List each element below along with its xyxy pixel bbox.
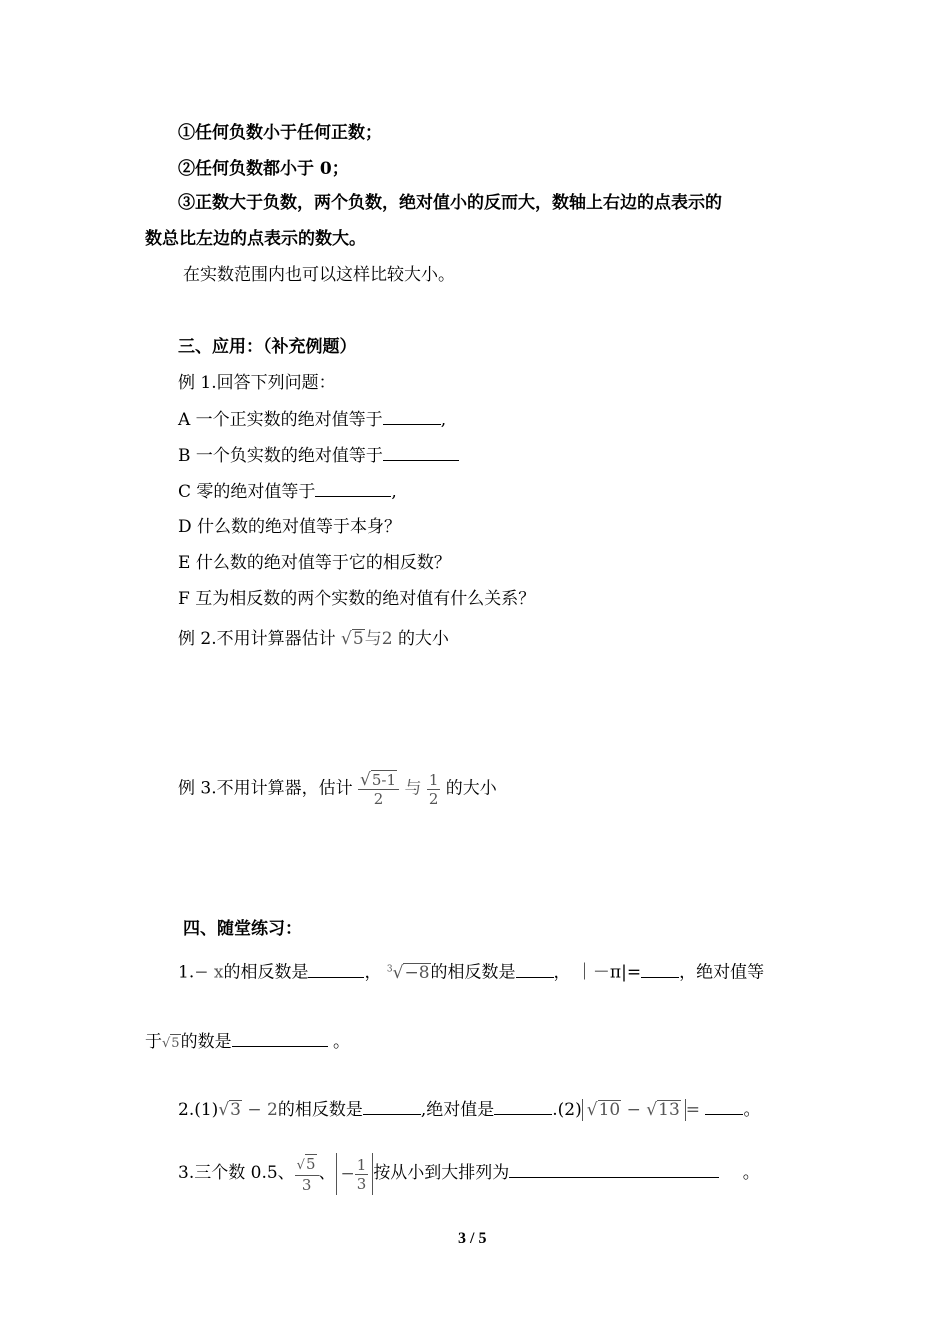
answer-blank[interactable]: [516, 961, 554, 978]
rule-2: ②任何负数都小于 0；: [178, 159, 349, 179]
example-2: 例 2.不用计算器估计 √5与2 的大小: [178, 629, 449, 649]
sqrt5-expression: √5与2: [341, 629, 393, 649]
example-3: 例 3.不用计算器，估计 $\frac{√5-1}{2}$ 与 $\frac{1}{2}$ 的大小: [178, 770, 497, 808]
rule-1: ①任何负数小于任何正数；: [178, 123, 382, 143]
question-a: A 一个正实数的绝对值等于 ,: [178, 410, 447, 430]
practice-2: 2.(1)√3 − 2的相反数是 ,绝对值是 .(2) √10 − √13 = 。: [178, 1100, 761, 1120]
question-d: D 什么数的绝对值等于本身？: [178, 517, 402, 537]
fraction-sqrt5-over-3: $\frac{√5}{3}$: [295, 1154, 319, 1194]
answer-blank[interactable]: [705, 1098, 743, 1115]
answer-blank[interactable]: [383, 408, 441, 425]
neg-x: − x: [194, 962, 224, 983]
rule-3-line2: 数总比左边的点表示的数大。: [145, 229, 366, 249]
example-1: 例 1.回答下列问题：: [178, 373, 336, 393]
answer-blank[interactable]: [509, 1161, 719, 1178]
answer-blank[interactable]: [315, 480, 391, 497]
answer-blank[interactable]: [232, 1030, 328, 1047]
practice-1-line2: 于√5的数是 。: [145, 1032, 350, 1052]
practice-1-line1: 1.− x的相反数是 ， $^3$√−8的相反数是 ， ｜－π|= ，绝对值等: [178, 962, 765, 983]
answer-blank[interactable]: [641, 961, 679, 978]
answer-blank[interactable]: [308, 961, 364, 978]
question-e: E 什么数的绝对值等于它的相反数？: [178, 553, 451, 573]
section4-title: 四、随堂练习：: [183, 919, 302, 939]
answer-blank[interactable]: [494, 1098, 552, 1115]
rule-3-line1: ③正数大于负数，两个负数，绝对值小的反而大，数轴上右边的点表示的: [178, 193, 722, 213]
practice-3: 3.三个数 0.5、 $\frac{√5}{3}$ 、 − $\frac{1}{3}$ 按从小到大排列为 。: [178, 1154, 760, 1194]
section3-title: 三、应用：（补充例题）: [178, 337, 357, 357]
fraction-1-over-2: $\frac{1}{2}$: [428, 770, 439, 808]
abs-neg-one-third: − $\frac{1}{3}$: [336, 1153, 374, 1195]
question-f: F 互为相反数的两个实数的绝对值有什么关系？: [178, 589, 536, 609]
fraction-sqrt5-minus-1-over-2: $\frac{√5-1}{2}$: [358, 770, 399, 808]
question-b: B 一个负实数的绝对值等于: [178, 444, 459, 467]
cube-root-neg8: $^3$√−8: [386, 962, 430, 983]
question-c: C 零的绝对值等于 ,: [178, 482, 397, 502]
answer-blank[interactable]: [383, 444, 459, 461]
abs-expression: √10 − √13: [582, 1099, 686, 1121]
rules-note: 在实数范围内也可以这样比较大小。: [183, 265, 455, 285]
answer-blank[interactable]: [363, 1098, 421, 1115]
page-number: 3 / 5: [458, 1230, 487, 1247]
